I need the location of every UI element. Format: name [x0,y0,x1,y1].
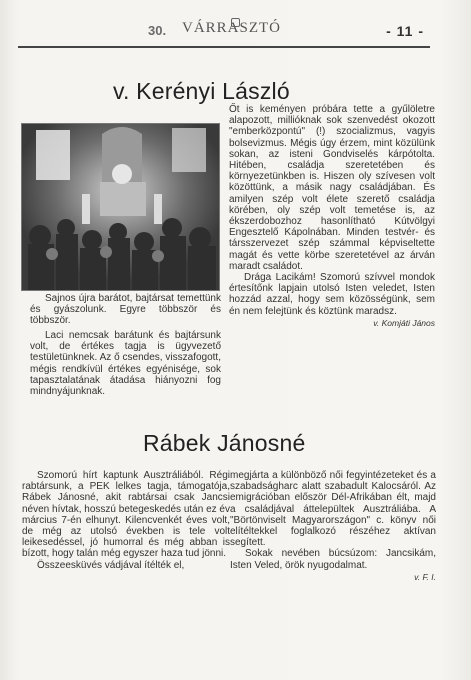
paragraph: Összeesküvés vádjával ítélték el, [37,559,185,571]
paragraph: Laci nemcsak barátunk és bajtársunk volt, de értékes tagja is ügyvezető testületünknek. Az ő csendes, visszafogott, mégis rendkívül értékes egyénisége, sok tapasztalatának átadása hiányozni fog mindnyájunknak. [30,330,221,398]
publication-logo: VÁRRASZTÓ [182,20,282,36]
article-right-column [229,104,435,329]
article-left-column-continued [30,330,221,397]
paragraph: megjárta a különböző női fegyintézeteket és a szabadságharc alatt szabadult Kalocsáról. Az emigrációban először Dél-Afrikában élt, majd a családjával áttelepültek Ausztráliába. A "Börtönviselt Magyarországon" c. könyv női elítéltekkel foglalkozó részéhez aktívan segített. [230,470,436,549]
article-title: v. Kerényi László [113,78,290,104]
article-right-column [230,470,436,583]
paragraph: Drága Lacikám! Szomorú szívvel mondok értesítőnk lapjain utolsó Isten veledet, Isten hozzád azzal, hogy sem közösségünk, sem én nem felejtünk és köztünk maradsz. [229,272,435,317]
article-title: Rábek Jánosné [143,430,306,456]
paragraph: Őt is keményen próbára tette a gyűlöletre alapozott, millióknak sok szenvedést okozott "emberközpontú" (!) szocializmus, vagyis bolsevizmus. Mégis úgy érzem, mint közülünk sokan, az isteni Gondviselés kárpótolta. Hitében, családja szeretetében és környezetünkben is. Hiszen oly szívesen volt közöttünk, a másik nagy családjában. És amilyen szép volt élete szerető családja körében, oly szép volt temetése is, az ékszerdobozhoz hasonlítható Kútvölgyi Engesztelő Kápolnában. Minden testvér- és társszervezet szép számmal képviseltette magát és vette körbe szeretetével az árván maradt családot. [229,104,435,272]
page-number: - 11 - [386,23,424,39]
article-left-column [30,293,221,327]
author-signature: v. F. I. [414,571,436,582]
memorial-photo [21,123,220,291]
author-signature: v. Komjáti János [373,317,435,328]
paragraph: Sajnos újra barátot, bajtársat temettünk és gyászolunk. Egyre többször és többször. [30,293,221,327]
header-rule [18,46,430,48]
paragraph: Sokak nevében búcsúzom: Jancsikám, Isten Veled, örök nyugodalmat. [230,548,436,571]
issue-number: 30. [148,23,167,38]
paragraph: Szomorú hírt kaptunk Ausztráliából. Régi rabtársunk, a PEK lelkes tagja, támogatója, Rábek Jánosné, akit rabtársai csak Jancsi néven hívtak, hosszú betegeskedés után ez év március 7-én elhunyt. Kilencvenkét éves volt, de még az utolsó években is tele volt leikesedéssel, jó humorral és még abban is bízott, hogy talán még egyszer haza tud jönni. [22,470,230,560]
page-header [20,18,450,48]
article-left-column [22,470,230,571]
chapel-interior-image [22,124,219,290]
